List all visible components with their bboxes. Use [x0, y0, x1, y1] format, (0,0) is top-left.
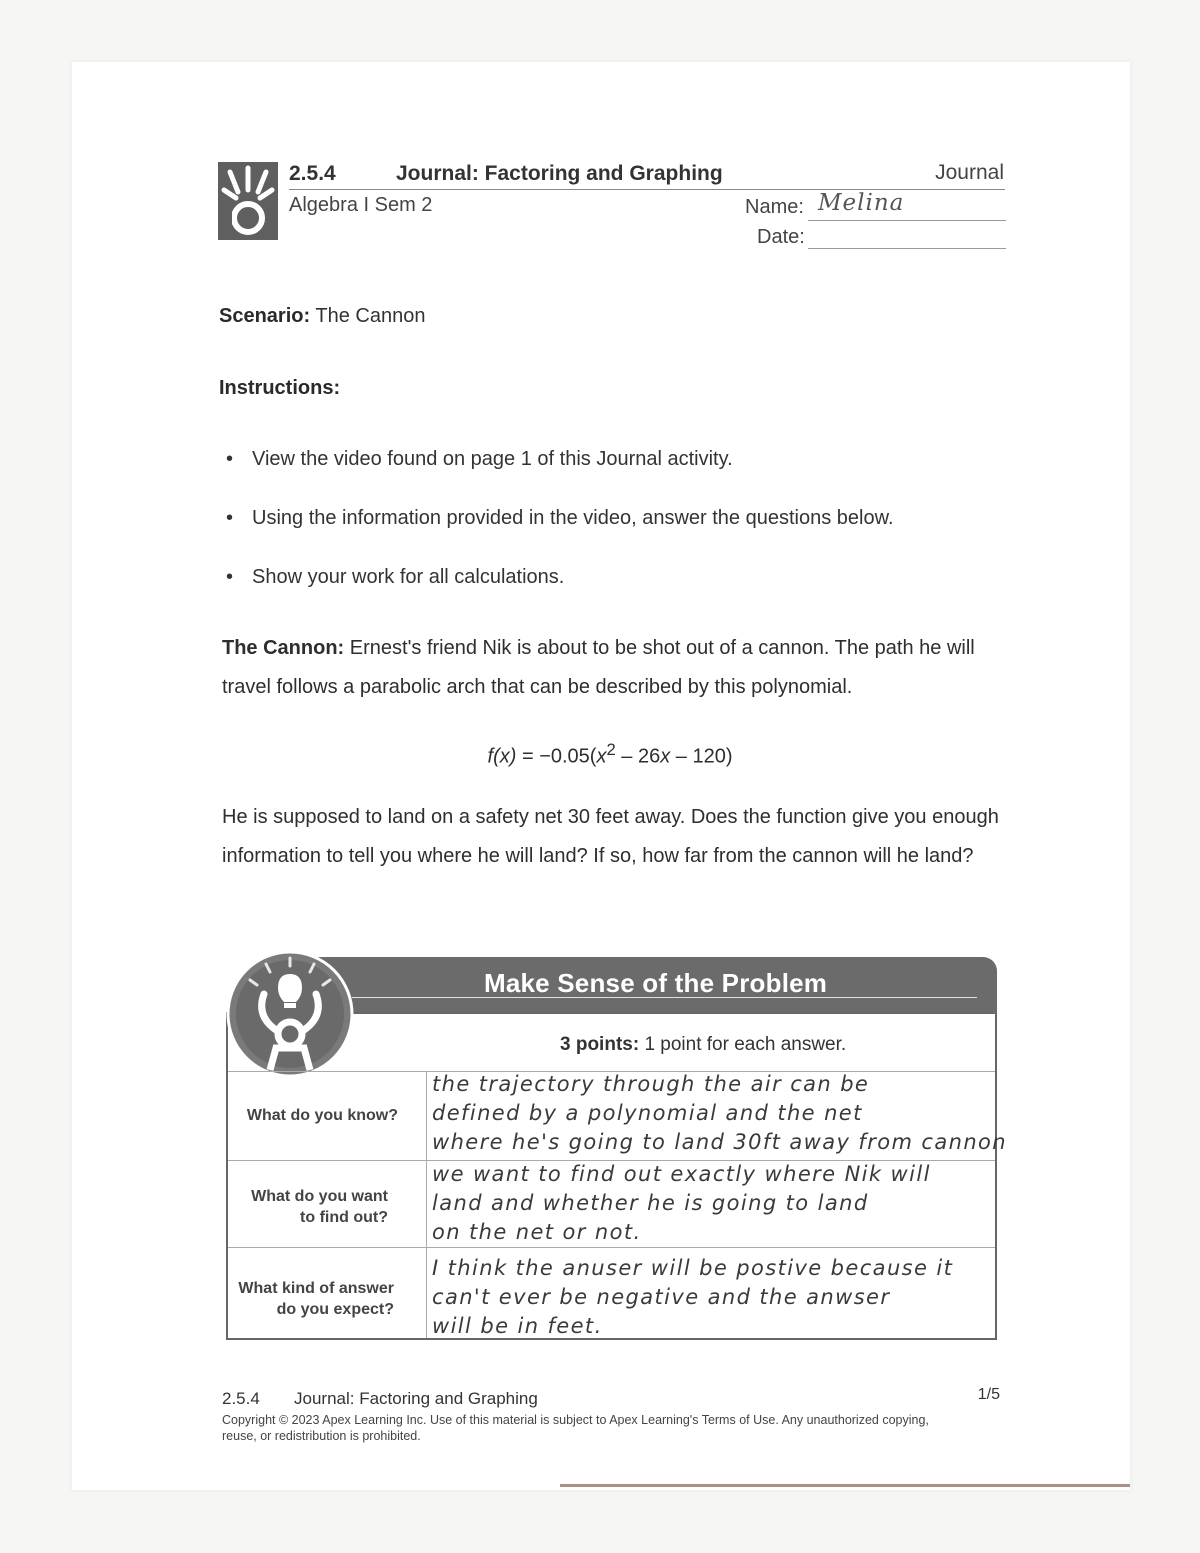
instruction-item: • Using the information provided in the video, answer the questions below.: [226, 507, 894, 566]
course-name: Algebra I Sem 2: [289, 194, 433, 216]
cannon-intro-text: Ernest's friend Nik is about to be shot out of a cannon. The path he will travel follows a parabolic arch that can be described by this polynomial.: [222, 637, 975, 698]
name-underline: [808, 220, 1006, 221]
scenario-text: The Cannon: [315, 305, 426, 327]
row-label-line: to find out?: [300, 1209, 388, 1226]
row-label-find-out: [218, 1186, 388, 1228]
points-rest: 1 point for each answer.: [639, 1034, 847, 1055]
row-label-expect: [224, 1278, 394, 1320]
instructions-list: [226, 448, 894, 625]
equation-part: = −0.05(: [516, 745, 597, 768]
row-label-line: What kind of answer: [238, 1280, 394, 1297]
points-bold: 3 points:: [560, 1034, 640, 1055]
answer-line: where he's going to land 30ft away from cannon: [432, 1130, 1007, 1154]
answer-line: can't ever be negative and the anwser: [432, 1285, 891, 1309]
name-label: Name:: [745, 196, 804, 218]
answer-line: we want to find out exactly where Nik will: [432, 1162, 931, 1186]
polynomial-equation: [300, 740, 920, 769]
answer-expect[interactable]: [432, 1254, 953, 1341]
row-label-line: What do you know?: [246, 1107, 398, 1124]
footer-lesson-number: 2.5.4: [222, 1389, 260, 1408]
row-divider: [228, 1071, 428, 1072]
doc-type-label: Journal: [935, 161, 1004, 184]
lesson-number: 2.5.4: [289, 162, 336, 185]
equation-exponent: 2: [606, 740, 616, 759]
journal-title: Journal: Factoring and Graphing: [396, 162, 723, 185]
instruction-item: • Show your work for all calculations.: [226, 566, 894, 625]
answer-line: on the net or not.: [432, 1220, 642, 1244]
equation-part: – 26: [615, 745, 661, 768]
scenario-label: Scenario:: [219, 305, 311, 327]
make-sense-title: Make Sense of the Problem: [484, 968, 828, 998]
cannon-label: The Cannon:: [222, 637, 345, 659]
scenario-line: [219, 305, 425, 328]
answer-know[interactable]: [432, 1070, 1007, 1157]
cannon-intro: [222, 629, 1012, 707]
row-divider: [228, 1247, 995, 1248]
answer-line: I think the anuser will be postive because it: [432, 1256, 954, 1280]
row-label-line: What do you want: [251, 1188, 388, 1205]
answer-line: defined by a polynomial and the net: [432, 1101, 863, 1125]
equation-var: x: [660, 745, 671, 768]
lightbulb-person-icon: [226, 950, 354, 1078]
copyright-notice: Copyright © 2023 Apex Learning Inc. Use of this material is subject to Apex Learning's Terms of Use. Any unauthorized copying, reuse, or redistribution is prohibited.: [222, 1413, 929, 1443]
answer-line: land and whether he is going to land: [432, 1191, 869, 1215]
cannon-question: He is supposed to land on a safety net 30 feet away. Does the function give you enough information to tell you where he will land? If so, how far from the cannon will he land?: [222, 806, 999, 867]
page-number: 1/5: [977, 1386, 1000, 1403]
date-field[interactable]: [808, 248, 1006, 249]
paper-edge: [560, 1484, 1130, 1487]
instructions-heading: Instructions:: [219, 377, 341, 399]
answer-line: will be in feet.: [432, 1314, 603, 1338]
instruction-item: • View the video found on page 1 of this Journal activity.: [226, 448, 894, 507]
answer-find-out[interactable]: [432, 1160, 931, 1247]
row-label-line: do you expect?: [276, 1301, 394, 1318]
name-field[interactable]: Melina: [818, 190, 905, 216]
points-note: [560, 1034, 846, 1056]
equation-var: x: [596, 745, 607, 768]
apex-learning-logo-icon: [218, 162, 278, 240]
row-label-know: [228, 1105, 398, 1126]
equation-fx: f(x): [487, 745, 517, 768]
answer-line: the trajectory through the air can be: [432, 1072, 870, 1096]
equation-part: – 120): [670, 745, 733, 768]
footer-title: Journal: Factoring and Graphing: [294, 1389, 538, 1408]
column-divider: [426, 1072, 427, 1338]
date-label: Date:: [757, 226, 805, 248]
